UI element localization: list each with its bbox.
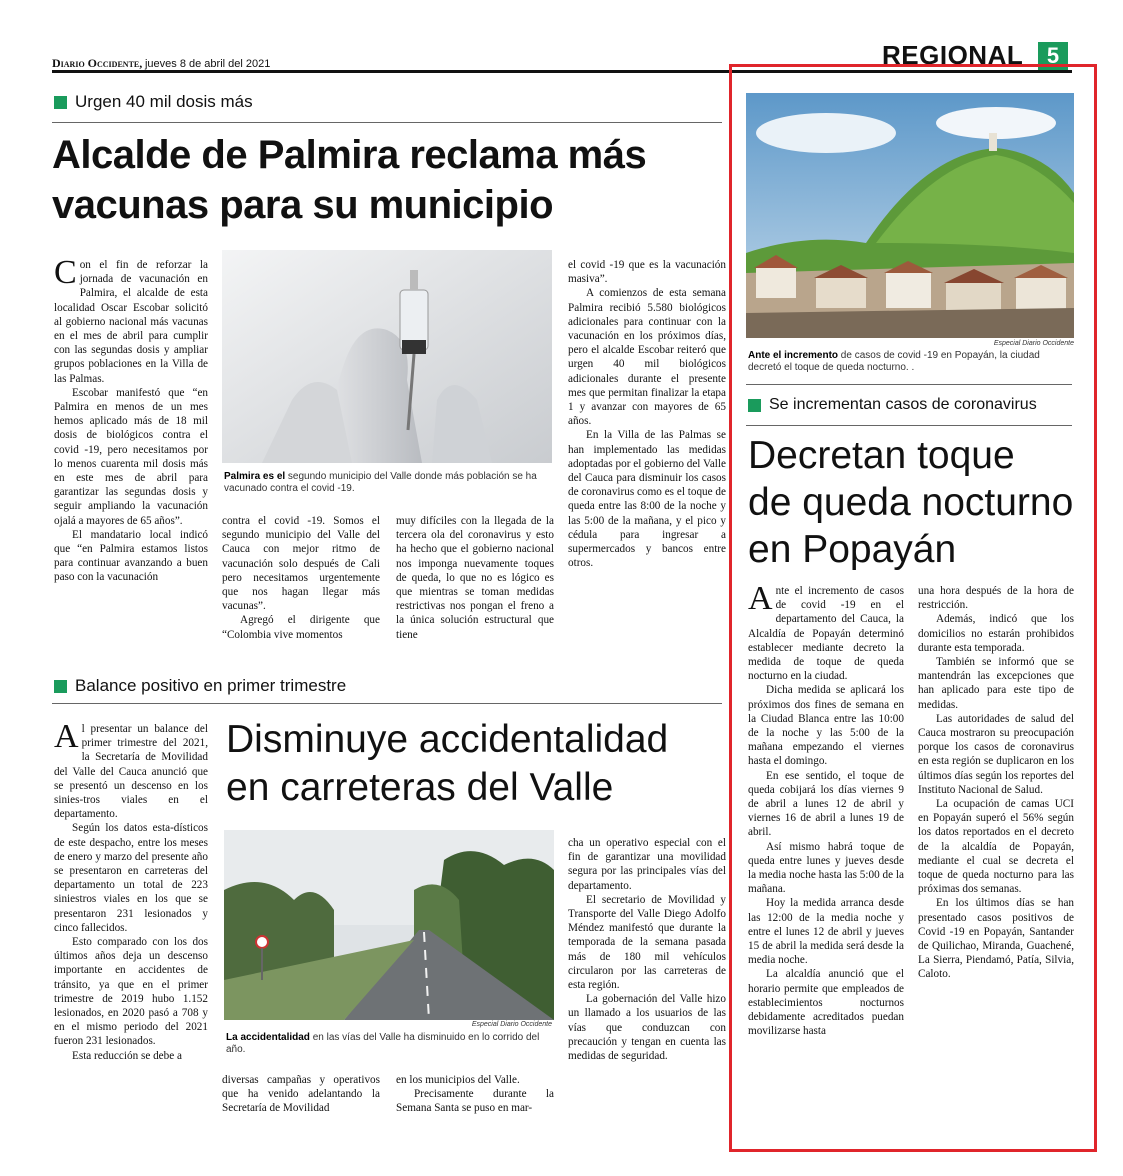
paragraph: En ese sentido, el toque de queda cobijará los días viernes 9 de abril a lunes 12 de abril y viernes 16 de abril a lunes 19 de abril. [748, 769, 904, 839]
caption-text: en las vías del Valle ha disminuido en lo corrido del año. [226, 1032, 540, 1055]
paragraph: Las autoridades de salud del Cauca mostraron su preocupación porque los casos de coronavirus en esta región se duplicaron en los últimos días según los reportes del Instituto Nacional de Salud. [918, 712, 1074, 796]
paragraph: Así mismo habrá toque de queda entre lunes y jueves desde la media noche hasta las 5:00 de la mañana. [748, 840, 904, 896]
dropcap: A [54, 718, 79, 755]
kicker-rule [746, 425, 1072, 426]
paragraph: el covid -19 que es la vacunación masiva”. [568, 259, 726, 286]
kicker-square [54, 96, 67, 109]
paragraph: La ocupación de camas UCI en Popayán superó el 56% según los datos reportados en el decreto de la alcaldía de Popayán, mediante el cual se decreta el toque de queda nocturno para las próximas dos semanas. [918, 798, 1074, 896]
kicker-text: Balance positivo en primer trimestre [75, 676, 347, 695]
paragraph: Precisamente durante la Semana Santa se puso en mar- [396, 1088, 554, 1115]
paragraph: La gobernación del Valle hizo un llamado a los usuarios de las vías que conduzcan con precaución y tengan en cuenta las medidas de seguridad. [568, 993, 726, 1063]
caption-bold: Palmira es el [224, 471, 286, 482]
article2-col1 [54, 718, 208, 1063]
paragraph: La alcaldía anunció que el horario permite que empleados de establecimientos nocturnos debidamente acreditados puedan movilizarse hasta [748, 968, 904, 1038]
vaccine-photo [222, 250, 552, 463]
paragraph: En los últimos días se han presentado casos positivos de Covid -19 en Popayán, Santander de Quilichao, Miranda, Guachené, La Sierra, Piendamó, Patía, Silvia, Caloto. [918, 897, 1074, 981]
vaccine-photo-caption [224, 471, 554, 495]
article3-col2 [918, 584, 1074, 982]
paragraph: También se informó que se mantendrán las excepciones que han aplicado para este tipo de medidas. [918, 656, 1074, 711]
paragraph: muy difíciles con la llegada de la tercera ola del coronavirus y esto ha hecho que el gobierno nacional nos imponga nuevamente toques de queda, lo que no es lógico es que mientras se toman medidas restrictivas nos pongan el freno a la única solución estructural que tiene [396, 515, 554, 641]
paragraph: A comienzos de esta semana Palmira recibió 5.580 biológicos adicionales para continuar con la vacunación en los próximos días, pero el alcalde Escobar reiteró que urgen 40 mil biológicos adicionales durante el presente mes que permitan finalizar la etapa 1 y avanzar con mayores de 65 años. [568, 287, 726, 428]
paragraph: l presentar un balance del primer trimestre del 2021, la Secretaría de Movilidad del Valle del Cauca anunció que se presentó un descenso en los sinies-tros viales en el departamento. [54, 723, 208, 821]
paragraph: El mandatario local indicó que “en Palmira estamos listos para continuar avanzando a buen paso con la vacunación [54, 528, 208, 584]
masthead-name: Diario Occidente, [52, 56, 143, 70]
kicker-rule [52, 703, 722, 704]
kicker-text: Urgen 40 mil dosis más [75, 92, 253, 111]
kicker-square [54, 680, 67, 693]
paragraph: En la Villa de las Palmas se han implementado las medidas adoptadas por el gobierno del Valle del Cauca para disminuir los casos de coronavirus como es el toque de queda entre las 8:00 de la noche y las 5:00 de la mañana, y el pico y cédula para ingresar a supermercados y bancos entre otros. [568, 429, 726, 570]
kicker-square [748, 399, 761, 412]
paragraph: Además, indicó que los domicilios no estarán prohibidos durante esta temporada. [918, 613, 1074, 654]
article1-col2 [222, 514, 380, 642]
paragraph: Según los datos esta-dísticos de este despacho, entre los meses de enero y marzo del presente año se presentaron en carreteras del departamento un total de 223 siniestros viales en los que se presentaron 231 lesionados y cinco fallecidos. [54, 822, 208, 934]
issue-date: jueves 8 de abril del 2021 [144, 58, 271, 70]
article3-col1 [748, 580, 904, 1039]
paragraph: Escobar manifestó que “en Palmira en menos de un mes hemos aplicado más de 18 mil dosis de biológicos contra el covid -19, pero necesitamos por lo menos cuarenta mil dosis más en este mes de abril para garantizar las segundas dosis y seguir ampliando la vacunación ojalá a mayores de 65 años”. [54, 386, 208, 527]
popayan-photo-caption [748, 350, 1074, 374]
headline-line: de queda nocturno [748, 481, 1074, 524]
paragraph: Hoy la medida arranca desde las 12:00 de la media noche y entre el lunes 12 de abril y jueves 15 de abril la medida será desde la media noche. [748, 897, 904, 967]
paragraph: Agregó el dirigente que “Colombia vive momentos [222, 614, 380, 641]
article1-headline [52, 130, 732, 230]
paragraph: diversas campañas y operativos que ha venido adelantando la Secretaría de Movilidad [222, 1074, 380, 1115]
article1-col4 [568, 258, 726, 570]
paragraph: cha un operativo especial con el fin de garantizar una movilidad segura por las principales vías del departamento. [568, 837, 726, 892]
dropcap: C [54, 254, 77, 291]
article1-col1 [54, 254, 208, 585]
kicker-text: Se incrementan casos de coronavirus [769, 396, 1037, 413]
popayan-photo [746, 93, 1074, 338]
article1-kicker [54, 92, 253, 112]
caption-text: de casos de covid -19 en Popayán, la ciudad decretó el toque de queda nocturno. . [748, 350, 1040, 373]
article1-col3 [396, 514, 554, 642]
article2-col4 [568, 836, 726, 1063]
article3-headline [748, 432, 1078, 573]
paragraph: contra el covid -19. Somos el segundo municipio del Valle del Cauca con mejor ritmo de vacunación solo después de Cali pero necesitamos urgentemente que nos hagan llegar más vacunas”. [222, 515, 380, 613]
article2-headline [226, 716, 726, 812]
headline-line: vacunas para su municipio [52, 183, 553, 227]
paragraph: una hora después de la hora de restricción. [918, 585, 1074, 612]
article2-kicker [54, 676, 346, 696]
caption-text: segundo municipio del Valle donde más población se ha vacunado contra el covid -19. [224, 471, 537, 494]
paragraph: Esto comparado con los dos últimos años deja un descenso importante en accidentes de tránsito, ya que en el primer trimestre de 2019 hubo 1.152 lesionados, en 2020 pasó a 708 y en el mismo periodo del 2021 fueron 231 lesionados. [54, 936, 208, 1048]
caption-bold: La accidentalidad [226, 1032, 310, 1043]
popayan-photo-credit: Especial Diario Occidente [993, 340, 1074, 347]
caption-rule [746, 384, 1072, 385]
road-photo-caption [226, 1032, 556, 1056]
paragraph: nte el incremento de casos de covid -19 en el departamento del Cauca, la Alcaldía de Popayán determinó establecer mediante decreto la medida de toque de queda nocturno en la ciudad. [748, 585, 904, 683]
kicker-rule [52, 122, 722, 123]
article2-col2 [222, 1073, 380, 1116]
paragraph: Esta reducción se debe a [72, 1049, 182, 1062]
headline-line: en carreteras del Valle [226, 766, 614, 809]
road-photo-credit: Especial Diario Occidente [471, 1021, 552, 1028]
headline-line: Decretan toque [748, 434, 1015, 477]
dropcap: A [748, 580, 773, 617]
caption-bold: Ante el incremento [748, 350, 839, 361]
article2-col3 [396, 1073, 554, 1116]
page-number: 5 [1038, 42, 1068, 70]
paragraph: on el fin de reforzar la jornada de vacunación en Palmira, el alcalde de esta localidad Oscar Escobar solicitó al gobierno nacional más vacunas en el mes de abril para cumplir con las segundas dosis y ampliar grupos poblaciones en la Villa de las Palmas. [54, 259, 208, 385]
section-label: REGIONAL [882, 40, 1024, 70]
headline-line: en Popayán [748, 528, 957, 571]
road-photo [224, 830, 554, 1020]
headline-line: Alcalde de Palmira reclama más [52, 133, 647, 177]
paragraph: en los municipios del Valle. [396, 1074, 520, 1086]
article3-kicker [748, 396, 1037, 414]
headline-line: Disminuye accidentalidad [226, 718, 669, 761]
paragraph: El secretario de Movilidad y Transporte del Valle Diego Adolfo Méndez manifestó que durante la temporada de la semana pasada más de 180 mil vehículos circularon por las carreteras de esta región. [568, 893, 726, 992]
masthead [52, 56, 270, 71]
paragraph: Dicha medida se aplicará los próximos dos fines de semana en la Ciudad Blanca entre las 10:00 de la noche y las 5:00 de la mañana empezando el viernes hasta el domingo. [748, 684, 904, 768]
